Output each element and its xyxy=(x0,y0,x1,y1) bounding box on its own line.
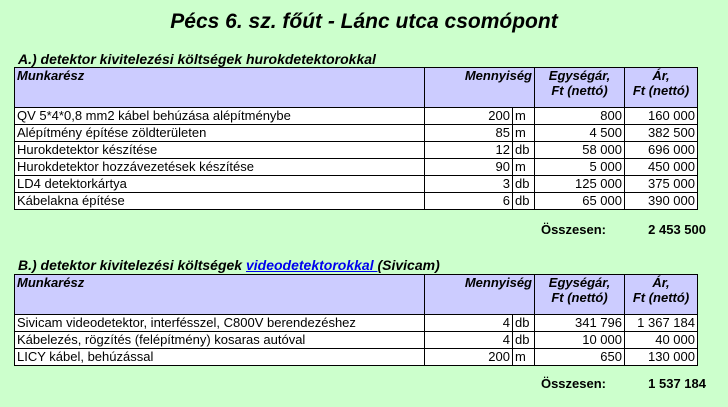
cell-unit: db xyxy=(513,315,535,332)
cell-unitprice: 65 000 xyxy=(535,193,625,210)
cell-price: 450 000 xyxy=(625,159,698,176)
table-b-header xyxy=(15,275,698,315)
cell-qty: 90 xyxy=(425,159,513,176)
table-row xyxy=(15,176,698,193)
total-label: Összesen: xyxy=(540,376,606,391)
total-value: 1 537 184 xyxy=(648,376,706,391)
total-b xyxy=(14,376,706,392)
cell-unitprice: 58 000 xyxy=(535,142,625,159)
header-unitprice: Egységár, Ft (nettó) xyxy=(535,275,625,315)
cell-price: 160 000 xyxy=(625,108,698,125)
header-unitprice: Egységár, Ft (nettó) xyxy=(535,68,625,108)
cell-unitprice: 650 xyxy=(535,349,625,366)
total-a xyxy=(14,222,706,238)
cell-price: 382 500 xyxy=(625,125,698,142)
table-row xyxy=(15,125,698,142)
cell-qty: 4 xyxy=(425,332,513,349)
cell-unit: m xyxy=(513,125,535,142)
table-row xyxy=(15,332,698,349)
table-row xyxy=(15,193,698,210)
cell-unit: db xyxy=(513,332,535,349)
cell-unitprice: 341 796 xyxy=(535,315,625,332)
cell-unit: m xyxy=(513,108,535,125)
header-qty: Mennyiség xyxy=(425,68,535,108)
cell-price: 130 000 xyxy=(625,349,698,366)
header-item: Munkarész xyxy=(15,68,425,108)
table-row xyxy=(15,349,698,366)
cell-price: 375 000 xyxy=(625,176,698,193)
section-b-heading-suffix: (Sivicam) xyxy=(377,257,440,273)
cell-unit: db xyxy=(513,176,535,193)
table-row xyxy=(15,142,698,159)
cell-qty: 3 xyxy=(425,176,513,193)
cell-qty: 6 xyxy=(425,193,513,210)
cell-item: Kábelezés, rögzítés (felépítmény) kosaras autóval xyxy=(15,332,425,349)
cell-qty: 4 xyxy=(425,315,513,332)
cell-unitprice: 5 000 xyxy=(535,159,625,176)
cell-item: Sivicam videodetektor, interfésszel, C800V berendezéshez xyxy=(15,315,425,332)
header-item: Munkarész xyxy=(15,275,425,315)
cell-price: 40 000 xyxy=(625,332,698,349)
total-value: 2 453 500 xyxy=(648,222,706,237)
section-b-heading xyxy=(18,257,440,273)
cell-item: LD4 detektorkártya xyxy=(15,176,425,193)
cell-item: QV 5*4*0,8 mm2 kábel behúzása alépítménybe xyxy=(15,108,425,125)
cell-item: Hurokdetektor készítése xyxy=(15,142,425,159)
header-qty: Mennyiség xyxy=(425,275,535,315)
cell-item: LICY kábel, behúzással xyxy=(15,349,425,366)
cell-price: 390 000 xyxy=(625,193,698,210)
table-row xyxy=(15,108,698,125)
cell-unitprice: 800 xyxy=(535,108,625,125)
table-row xyxy=(15,159,698,176)
cell-item: Kábelakna építése xyxy=(15,193,425,210)
cell-qty: 85 xyxy=(425,125,513,142)
cell-unit: db xyxy=(513,142,535,159)
cell-unitprice: 10 000 xyxy=(535,332,625,349)
cell-qty: 12 xyxy=(425,142,513,159)
cell-unit: m xyxy=(513,159,535,176)
table-a xyxy=(14,67,698,210)
cell-qty: 200 xyxy=(425,349,513,366)
header-price: Ár, Ft (nettó) xyxy=(625,68,698,108)
cell-price: 1 367 184 xyxy=(625,315,698,332)
videodetector-link[interactable]: videodetektorokkal xyxy=(245,257,378,273)
table-row xyxy=(15,315,698,332)
table-b xyxy=(14,274,698,366)
cell-price: 696 000 xyxy=(625,142,698,159)
cell-item: Alépítmény építése zöldterületen xyxy=(15,125,425,142)
cell-item: Hurokdetektor hozzávezetések készítése xyxy=(15,159,425,176)
section-a-heading: A.) detektor kivitelezési költségek hurokdetektorokkal xyxy=(18,51,376,67)
cell-unitprice: 125 000 xyxy=(535,176,625,193)
cell-unit: m xyxy=(513,349,535,366)
section-b-heading-text: B.) detektor kivitelezési költségek xyxy=(18,257,246,273)
total-label: Összesen: xyxy=(540,222,606,237)
cell-unit: db xyxy=(513,193,535,210)
cell-unitprice: 4 500 xyxy=(535,125,625,142)
cell-qty: 200 xyxy=(425,108,513,125)
table-a-header xyxy=(15,68,698,108)
page-title: Pécs 6. sz. főút - Lánc utca csomópont xyxy=(170,10,558,33)
header-price: Ár, Ft (nettó) xyxy=(625,275,698,315)
